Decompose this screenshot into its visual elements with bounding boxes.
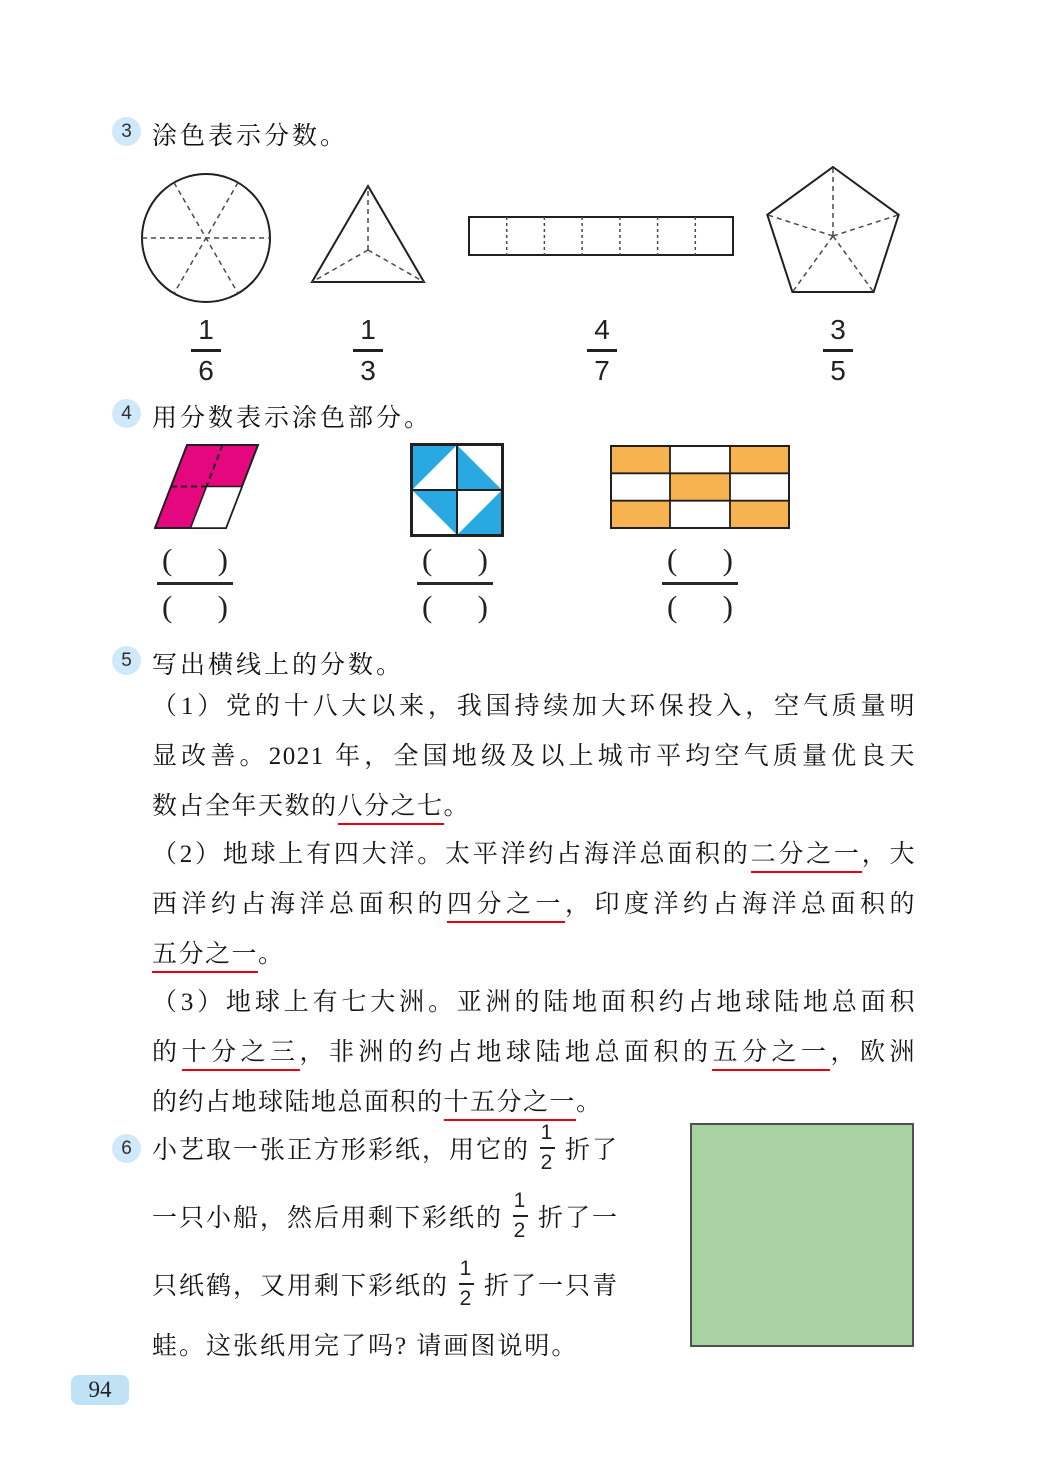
q5-p2-line1: （2）地球上有四大洋。太平洋约占海洋总面积的二分之一，大	[152, 834, 916, 870]
answer-blank-fraction-1	[155, 542, 235, 627]
rectangle-seven-parts-figure	[468, 216, 734, 256]
red-underlined-fraction-words: 二分之一	[751, 841, 862, 873]
q5-p2-line3: 五分之一。	[152, 934, 916, 970]
open-paren: (	[667, 542, 678, 577]
red-underlined-fraction-words: 五分之一	[152, 941, 258, 973]
blank-numerator-parens	[422, 542, 488, 580]
answer-blank-fraction-3	[660, 542, 740, 627]
fraction-denominator: 6	[198, 354, 214, 386]
parallelogram-pink-figure	[154, 444, 260, 530]
fraction-bar	[417, 582, 493, 585]
fraction-bar	[353, 349, 383, 352]
red-underlined-fraction-words: 十分之三	[182, 1039, 300, 1071]
fraction-numerator: 4	[594, 314, 610, 345]
q5-number-badge: 5	[112, 646, 141, 675]
fraction-bar	[459, 1283, 474, 1285]
red-underlined-fraction-words: 十五分之一	[444, 1089, 577, 1121]
red-underlined-fraction-words: 四分之一	[447, 891, 565, 923]
fraction-denominator: 3	[360, 354, 376, 386]
close-paren: )	[722, 588, 733, 624]
fraction-denominator: 5	[830, 354, 846, 386]
inline-fraction-one-half: 1 2	[540, 1121, 555, 1174]
q5-p1-line3: 数占全年天数的八分之七。	[152, 786, 916, 822]
open-paren: (	[422, 542, 433, 577]
q4-title: 用分数表示涂色部分。	[152, 405, 433, 432]
q5-p1-line2: 显改善。2021 年，全国地级及以上城市平均空气质量优良天	[152, 743, 916, 770]
fraction-bar	[823, 349, 853, 352]
inline-fraction-one-half: 1 2	[513, 1189, 528, 1242]
fraction-one-sixth	[184, 314, 228, 387]
fraction-bar	[513, 1215, 528, 1217]
q6-number-badge: 6	[112, 1134, 141, 1163]
fraction-numerator: 3	[830, 314, 846, 345]
fraction-one-third	[346, 314, 390, 387]
circle-six-parts-figure	[140, 172, 272, 304]
blank-numerator-parens	[162, 542, 228, 580]
fraction-bar	[662, 582, 738, 585]
close-paren: )	[217, 542, 228, 577]
open-paren: (	[162, 542, 173, 577]
close-paren: )	[217, 588, 228, 624]
fraction-four-sevenths	[580, 314, 624, 387]
fraction-numerator: 1	[360, 314, 376, 345]
q6-line3: 只纸鹤，又用剩下彩纸的 1 2 折了一只青	[152, 1257, 620, 1310]
blank-denominator-parens	[422, 589, 488, 627]
green-paper-square	[690, 1123, 914, 1347]
blank-denominator-parens	[162, 589, 228, 627]
blank-numerator-parens	[667, 542, 733, 580]
fraction-denominator: 7	[594, 354, 610, 386]
open-paren: (	[162, 588, 173, 624]
q5-p1-line1: （1）党的十八大以来，我国持续加大环保投入，空气质量明	[152, 693, 916, 720]
triangle-three-parts-figure	[309, 183, 427, 285]
answer-blank-fraction-2	[415, 542, 495, 627]
q4-number-badge: 4	[112, 399, 141, 428]
close-paren: )	[477, 542, 488, 577]
q5-p2-line2: 西洋约占海洋总面积的四分之一，印度洋约占海洋总面积的	[152, 884, 916, 920]
fraction-bar	[157, 582, 233, 585]
fraction-three-fifths	[816, 314, 860, 387]
close-paren: )	[722, 542, 733, 577]
square-pinwheel-blue-figure	[410, 443, 504, 537]
rectangle-grid-orange-figure	[610, 445, 790, 529]
fraction-bar	[540, 1147, 555, 1149]
page-number-badge: 94	[71, 1375, 129, 1405]
open-paren: (	[667, 588, 678, 624]
q6-line2: 一只小船，然后用剩下彩纸的 1 2 折了一	[152, 1189, 620, 1242]
close-paren: )	[477, 588, 488, 624]
pentagon-five-parts-figure	[762, 164, 904, 304]
open-paren: (	[422, 588, 433, 624]
red-underlined-fraction-words: 八分之七	[338, 793, 444, 825]
red-underlined-fraction-words: 五分之一	[712, 1039, 830, 1071]
fraction-numerator: 1	[198, 314, 214, 345]
q6-line1: 小艺取一张正方形彩纸，用它的 1 2 折了	[152, 1121, 620, 1174]
q5-p3-line2: 的十分之三，非洲的约占地球陆地总面积的五分之一，欧洲	[152, 1032, 916, 1068]
q5-p3-line1: （3）地球上有七大洲。亚洲的陆地面积约占地球陆地总面积	[152, 989, 916, 1016]
q6-line4: 蛙。这张纸用完了吗? 请画图说明。	[152, 1333, 579, 1360]
q3-number-badge: 3	[112, 117, 141, 146]
inline-fraction-one-half: 1 2	[459, 1257, 474, 1310]
blank-denominator-parens	[667, 589, 733, 627]
q5-p3-line3: 的约占地球陆地总面积的十五分之一。	[152, 1082, 916, 1118]
fraction-bar	[587, 349, 617, 352]
fraction-bar	[191, 349, 221, 352]
q3-title: 涂色表示分数。	[152, 123, 349, 150]
q5-title: 写出横线上的分数。	[152, 652, 405, 679]
